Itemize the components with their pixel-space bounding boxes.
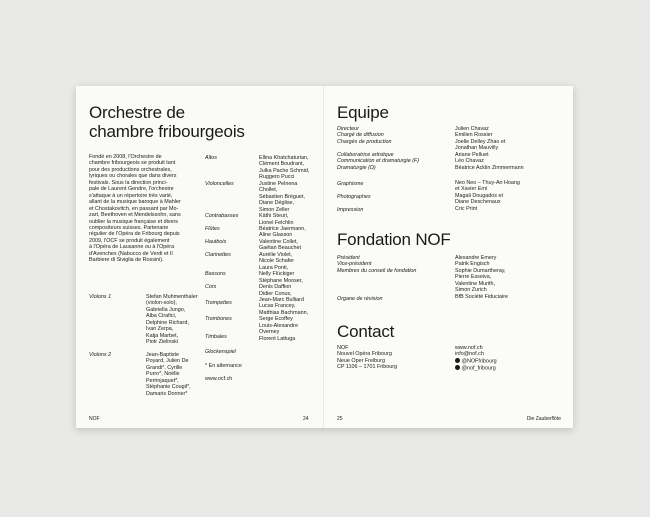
- footer-right-label: Die Zauberflöte: [526, 416, 561, 422]
- member-name: Aurélie Violet,: [259, 251, 293, 258]
- member-name: Katja Marbet,: [146, 332, 179, 339]
- nof-website-link[interactable]: www.nof.ch: [455, 345, 483, 351]
- equipe-roles-2: [337, 152, 419, 171]
- facebook-link[interactable]: [455, 358, 497, 365]
- team-name: et Xavier Erni: [455, 186, 488, 193]
- equipe-names-graphisme: [455, 180, 520, 212]
- member-name: Stéphane Mooser,: [259, 277, 303, 284]
- team-name: Neo Neo – Thuy-An Hoang: [455, 180, 520, 186]
- alternance-note: * En alternance: [205, 363, 242, 369]
- intro-line: d'Avenches (Nabucco de Verdi et Il: [89, 250, 173, 257]
- role-label: Président: [337, 255, 360, 261]
- role-label: Membres du conseil de fondation: [337, 267, 417, 274]
- board-member-name: Simon Zurich: [455, 287, 487, 294]
- board-member-name: Sophie Dumartheray,: [455, 267, 506, 274]
- member-name: Louis-Alexandre: [259, 322, 298, 329]
- team-name: Léo Chavaz: [455, 158, 484, 165]
- equipe-title: Equipe: [337, 103, 389, 122]
- contact-links: [455, 345, 497, 372]
- intro-line: et Chostakovitch, en passant par Mo-: [89, 205, 179, 212]
- member-name: Julka Pache Schmid,: [259, 167, 310, 174]
- section-trombones: Trombones: [205, 316, 232, 322]
- role-label: Communication et dramaturgie (F): [337, 158, 420, 165]
- member-name: Purro*, Noëlle: [146, 371, 180, 378]
- instagram-icon: [455, 365, 460, 370]
- member-name: Valentine Collet,: [259, 238, 298, 245]
- member-name: Stéphanie Cougil*,: [146, 384, 191, 391]
- member-name: Käthi Steuri,: [259, 213, 289, 220]
- address-line: Neue Oper Freiburg: [337, 357, 385, 364]
- role-label: Chargé de diffusion: [337, 132, 384, 139]
- footer-left-label: NOF: [89, 416, 100, 422]
- member-name: Gabriella Jungo,: [146, 306, 186, 313]
- member-name: Jean-Baptiste: [146, 352, 179, 358]
- email-link[interactable]: info@nof.ch: [455, 351, 484, 358]
- board-member-name: BfB Société Fiduciaire: [455, 293, 509, 300]
- instagram-link[interactable]: [455, 365, 497, 372]
- section-bassons: Bassons: [205, 271, 226, 277]
- intro-line: festivals. Sous la direction princi-: [89, 179, 168, 186]
- intro-line: régulier de l'Opéra de Fribourg depuis: [89, 231, 180, 238]
- intro-line: chambre fribourgeois se produit tant: [89, 160, 176, 167]
- page-number: 25: [337, 416, 343, 422]
- fondation-title: Fondation NOF: [337, 230, 451, 249]
- member-name: Alba Cirafici,: [146, 313, 177, 320]
- board-member-name: Valentine Murith,: [455, 280, 496, 287]
- member-name: Delphine Richard,: [146, 319, 189, 326]
- member-name: (violon-solo),: [146, 300, 177, 307]
- team-name: Julien Chavaz: [455, 126, 489, 132]
- member-name: Piotr Zielinski: [146, 339, 179, 346]
- member-name: Poyard, Julien De: [146, 358, 189, 365]
- member-name: Laura Ponti,: [259, 264, 289, 271]
- page-number: 24: [303, 416, 309, 422]
- intro-line: à l'Opéra de Lausanne ou à l'Opéra: [89, 244, 175, 251]
- equipe-roles-1: [337, 126, 392, 145]
- role-label: Dramaturgie (D): [337, 164, 376, 171]
- facebook-handle: @NOFfribourg: [461, 358, 497, 365]
- intro-line: pale de Laurent Gendre, l'orchestre: [89, 186, 174, 193]
- member-name: Gaëtan Beauchet: [259, 245, 301, 252]
- member-name: Ruggero Pucci: [259, 174, 295, 181]
- member-name: Matthias Bachmann,: [259, 309, 309, 316]
- intro-line: pour des productions orchestrales,: [89, 166, 172, 173]
- section-violoncelles: Violoncelles: [205, 181, 234, 187]
- member-name: Nicole Schafer: [259, 258, 295, 265]
- member-name: Jean-Marc Bulliard: [259, 296, 304, 303]
- member-name: Simon Zeller: [259, 206, 290, 213]
- violins2-names: [146, 352, 191, 397]
- member-name: Lionel Felchlin: [259, 219, 294, 226]
- member-name: Justine Pelnena: [259, 180, 298, 187]
- member-name: Sébastien Bréguet,: [259, 193, 305, 200]
- right-page: [324, 86, 573, 428]
- section-altos: Altos: [205, 155, 217, 161]
- role-impression: Impression: [337, 207, 364, 213]
- contact-title: Contact: [337, 322, 395, 341]
- role-label: Collaboratrice artistique: [337, 152, 394, 158]
- member-name: Denis Daffion: [259, 284, 292, 291]
- address-line: Nouvel Opéra Fribourg: [337, 351, 392, 358]
- intro-line: Barbiere di Siviglia de Rossini).: [89, 257, 164, 264]
- team-name: Béatrice Acklin Zimmermann: [455, 164, 524, 171]
- booklet-spread: [76, 86, 573, 428]
- member-name: Didier Conus,: [259, 290, 292, 297]
- member-name: Florent Lattuga: [259, 335, 296, 342]
- intro-line: oublier la musique française et divers: [89, 218, 178, 225]
- section-clarinettes: Clarinettes: [205, 252, 231, 258]
- member-name: Serge Ecoffey: [259, 316, 293, 323]
- address-line: NOF: [337, 345, 349, 351]
- team-name: Magali Dougados et: [455, 192, 503, 199]
- section-flutes: Flûtes: [205, 226, 220, 232]
- fondation-names: [455, 255, 508, 300]
- team-name: Emilien Rossier: [455, 132, 493, 139]
- member-name: Diane Déglise,: [259, 200, 295, 207]
- member-name: Nelly Flückiger: [259, 271, 295, 278]
- section-glockenspiel: Glockenspiel: [205, 349, 236, 355]
- board-member-name: Patrik Engisch: [455, 261, 490, 268]
- intro-line: lyriques ou chorales que dans divers: [89, 173, 177, 180]
- violins1-label: Violons 1: [89, 294, 112, 300]
- team-name: Joelle Delley Zhao et: [455, 138, 506, 145]
- member-name: Chollet,: [259, 187, 278, 194]
- section-hautbois: Hautbois: [205, 239, 227, 245]
- orchestra-title: [89, 103, 245, 141]
- ocf-website-link[interactable]: www.ocf.ch: [205, 376, 233, 382]
- team-name: Cric Print: [455, 205, 478, 212]
- instagram-handle: @nof_fribourg: [461, 365, 496, 372]
- member-name: Stefan Muhmenthaler: [146, 294, 198, 300]
- left-page: [76, 86, 324, 428]
- intro-line: allant de la musique baroque à Mahler: [89, 199, 181, 206]
- member-name: Aline Glasson: [259, 232, 293, 239]
- board-member-name: Alexandre Emery: [455, 255, 497, 261]
- team-name: Jonathan Mauvilly: [455, 145, 499, 152]
- contact-address: [337, 345, 397, 371]
- role-photographes: Photographes: [337, 194, 371, 200]
- member-name: Perrinjaquet*,: [146, 377, 179, 384]
- intro-line: 2009, l'OCF se produit également: [89, 237, 170, 244]
- address-line: CP 1106 – 1701 Fribourg: [337, 364, 398, 371]
- equipe-names-1: [455, 126, 524, 171]
- role-label: Vice-président: [337, 261, 372, 268]
- role-label: Directeur: [337, 126, 359, 132]
- role-label: Chargés de production: [337, 138, 392, 145]
- title-line: Orchestre de: [89, 103, 185, 122]
- role-organe-revision: Organe de révision: [337, 296, 383, 302]
- member-name: Béatrice Jaermann,: [259, 225, 306, 232]
- section-trompettes: Trompettes: [205, 300, 232, 306]
- board-member-name: Pierre Esseiva,: [455, 274, 492, 281]
- section-timbales: Timbales: [205, 334, 227, 340]
- member-name: Ivan Zerpa,: [146, 326, 174, 333]
- team-name: Ariane Pelluet: [455, 151, 489, 158]
- facebook-icon: [455, 358, 460, 363]
- intro-line: s'attaque à un répertoire très varié,: [89, 192, 173, 199]
- intro-paragraph: [89, 154, 181, 264]
- member-name: Lucas Francey,: [259, 303, 296, 310]
- intro-line: compositeurs suisses. Partenaire: [89, 224, 169, 231]
- member-name: Damaris Donner*: [146, 390, 188, 397]
- section-members: [259, 155, 309, 342]
- member-name: Grandi*, Cyrille: [146, 364, 183, 371]
- role-graphisme: Graphisme: [337, 181, 364, 187]
- violins1-names: [146, 294, 198, 346]
- violins2-label: Violons 2: [89, 352, 112, 358]
- fondation-roles: [337, 255, 416, 274]
- section-contrabasses: Contrabasses: [205, 213, 239, 219]
- member-name: Ellina Khatchaturian,: [259, 155, 309, 161]
- member-name: Overney: [259, 329, 280, 336]
- title-line: chambre fribourgeois: [89, 122, 245, 141]
- team-name: Diane Deschenaux: [455, 199, 501, 206]
- intro-line: Fondé en 2008, l'Orchestre de: [89, 154, 162, 160]
- section-cors: Cors: [205, 284, 217, 290]
- member-name: Clément Boudrant,: [259, 161, 304, 168]
- intro-line: zart, Beethoven et Mendelssohn, sans: [89, 212, 181, 219]
